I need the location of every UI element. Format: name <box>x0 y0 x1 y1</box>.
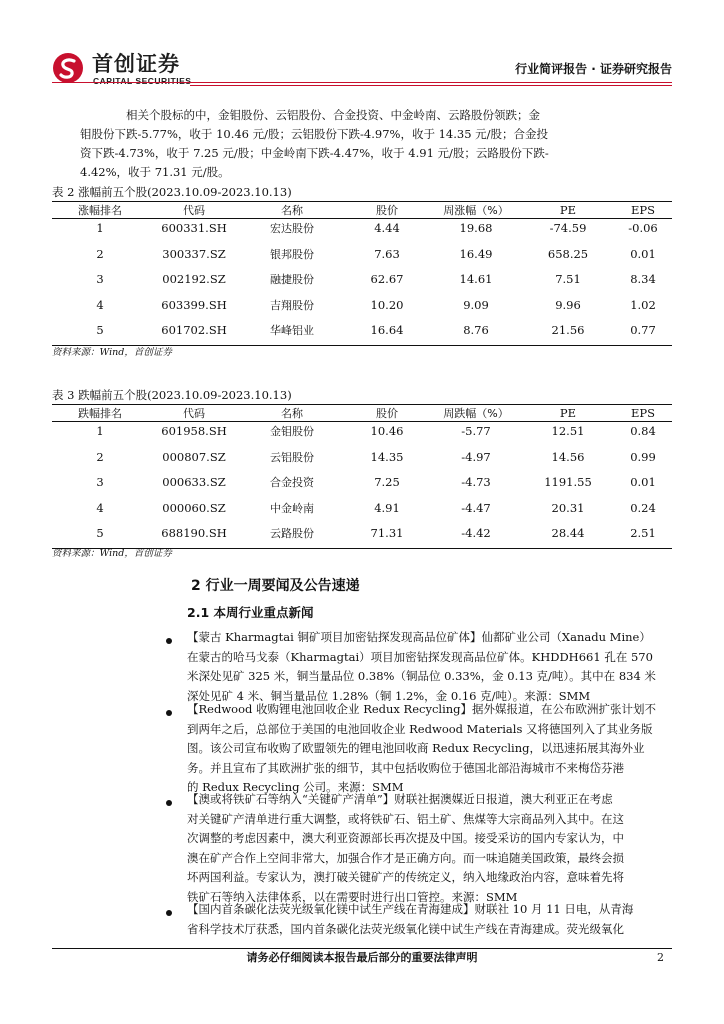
table-cell: -0.06 <box>628 221 658 235</box>
table-cell: 1 <box>96 221 104 235</box>
table-cell: 宏达股份 <box>270 222 314 235</box>
table-cell: -4.42 <box>430 524 522 549</box>
table-cell: 0.24 <box>630 500 656 515</box>
news-line: 【蒙古 Kharmagtai 铜矿项目加密钻探发现高品位矿体】仙都矿业公司（Xanadu Mine） <box>187 630 651 644</box>
table-cell: 华峰铝业 <box>240 321 344 346</box>
header-divider-secondary <box>190 85 672 86</box>
table-cell: 3 <box>96 272 104 286</box>
news-line: 在蒙古的哈马戈泰（Kharmagtai）项目加密钻探发现高品位矿体。KHDDH661 孔在 570 <box>187 649 653 664</box>
column-header: PE <box>522 405 614 422</box>
top-losers-table <box>52 404 672 549</box>
news-item <box>187 700 673 798</box>
table-cell: 8.34 <box>630 272 656 286</box>
bullet-icon <box>166 638 172 644</box>
news-line: 次调整的考虑因素中，澳大利亚资源部长再次提及中国。接受采访的国内专家认为，中 <box>187 831 624 846</box>
table-row <box>52 321 672 346</box>
column-header: 股价 <box>344 202 430 219</box>
column-header: 股价 <box>344 405 430 422</box>
table-cell: 7.51 <box>555 272 581 286</box>
table-cell: 0.01 <box>630 246 656 261</box>
table-row <box>52 296 672 322</box>
footer-divider <box>52 948 672 949</box>
news-line: 【澳或将铁矿石等纳入“关键矿产清单”】财联社据澳媒近日报道，澳大利亚正在考虑 <box>187 792 613 806</box>
table-caption: 表 2 涨幅前五个股(2023.10.09-2023.10.13) <box>52 185 292 199</box>
brand-name-en: CAPITAL SECURITIES <box>93 76 192 86</box>
table-cell: 000060.SZ <box>162 500 226 515</box>
table-row <box>52 473 672 499</box>
intro-paragraph <box>80 106 672 182</box>
table-cell: 0.99 <box>630 449 656 464</box>
table-cell: -74.59 <box>549 221 587 235</box>
news-line: 到两年之后，总部位于美国的电池回收企业 Redwood Materials 又将德国列入了其业务版 <box>187 721 653 736</box>
table-cell: 9.09 <box>463 297 489 312</box>
table-cell: 000633.SZ <box>162 475 226 489</box>
news-line: 米深处见矿 325 米，铜当量品位 0.38%（铜品位 0.33%，金 0.13 克/吨）。其中在 834 米 <box>187 669 656 684</box>
table-cell: 14.56 <box>551 449 585 464</box>
section-heading: 2 行业一周要闻及公告速递 <box>191 578 360 594</box>
table-cell: 688190.SH <box>148 524 240 549</box>
column-header: 代码 <box>148 405 240 422</box>
table-cell: 16.49 <box>459 246 493 261</box>
table-cell: 71.31 <box>344 524 430 549</box>
intro-line: 4.42%，收于 71.31 元/股。 <box>80 165 230 179</box>
bullet-icon <box>166 910 172 916</box>
table-cell: 002192.SZ <box>162 272 226 286</box>
table-cell: 300337.SZ <box>162 246 226 261</box>
table-cell: 1191.55 <box>544 475 592 489</box>
table-cell: 云铝股份 <box>270 450 314 464</box>
table-cell: 19.68 <box>459 221 493 235</box>
table-cell: 4.44 <box>374 221 400 235</box>
news-item <box>187 790 673 908</box>
table-cell: 658.25 <box>547 246 589 261</box>
table-cell: -4.97 <box>461 449 491 464</box>
column-header: PE <box>522 202 614 219</box>
table-header-row <box>52 405 672 422</box>
table-cell: 1 <box>96 424 104 438</box>
table-cell: -5.77 <box>461 424 491 438</box>
table-cell: 0.84 <box>630 424 656 438</box>
table-cell: 0.77 <box>614 321 672 346</box>
news-line: 坏两国利益。专家认为，澳打破关键矿产的传统定义，纳入地缘政治内容，意味着先将 <box>187 870 624 885</box>
news-line: 铁矿石等纳入法律体系，以在需要时进行出口管控。来源：SMM <box>187 889 518 904</box>
table-cell: 银邦股份 <box>270 247 314 261</box>
report-type-title: 行业简评报告 · 证券研究报告 <box>515 62 672 76</box>
table-cell: 21.56 <box>522 321 614 346</box>
table-cell: -4.73 <box>461 475 491 489</box>
table-cell: 5 <box>52 321 148 346</box>
table-cell: 合金投资 <box>270 476 314 489</box>
table-cell: 12.51 <box>551 424 585 438</box>
table-cell: 8.76 <box>430 321 522 346</box>
bullet-icon <box>166 710 172 716</box>
table-row <box>52 219 672 245</box>
table-cell: 2.51 <box>614 524 672 549</box>
news-line: 深处见矿 4 米、铜当量品位 1.28%（铜 1.2%，金 0.16 克/吨）。来源：SMM <box>187 688 591 703</box>
table-row <box>52 422 672 448</box>
news-line: 澳在矿产合作上空间非常大，加强合作才是正确方向。而一味追随美国政策，最终会损 <box>187 850 624 865</box>
table-cell: 2 <box>96 246 104 261</box>
table-cell: 金钼股份 <box>270 425 314 438</box>
table-cell: 7.25 <box>374 475 400 489</box>
table-cell: -4.47 <box>461 500 491 515</box>
table-cell: 2 <box>96 449 104 464</box>
table-cell: 14.35 <box>370 449 404 464</box>
subsection-heading: 2.1 本周行业重点新闻 <box>187 605 314 620</box>
news-line: 图。该公司宣布收购了欧盟领先的锂电池回收商 Redux Recycling，以迅速拓展其海外业 <box>187 741 645 756</box>
table-cell: 600331.SH <box>161 221 227 235</box>
brand-name-cn: 首创证券 <box>92 52 180 76</box>
table-header-row <box>52 202 672 219</box>
table-cell: 16.64 <box>344 321 430 346</box>
bullet-icon <box>166 800 172 806</box>
table-row <box>52 499 672 525</box>
table-cell: 4.91 <box>374 500 400 515</box>
intro-line: 钼股份下跌-5.77%，收于 10.46 元/股；云铝股份下跌-4.97%，收于 14.35 元/股；合金投 <box>80 127 549 141</box>
table-cell: 20.31 <box>551 500 585 515</box>
news-line: 务。并且宣布了其欧洲扩张的细节，其中包括收购位于德国北部沿海城市不来梅岱芬港 <box>187 760 624 775</box>
news-item <box>187 900 673 939</box>
header-divider <box>52 82 672 83</box>
intro-line: 资下跌-4.73%，收于 7.25 元/股；中金岭南下跌-4.47%，收于 4.91 元/股；云路股份下跌- <box>80 146 549 160</box>
table-cell: 5 <box>52 524 148 549</box>
column-header: 跌幅排名 <box>52 405 148 422</box>
table-cell: 601702.SH <box>148 321 240 346</box>
news-line: 省科学技术厅获悉，国内首条碳化法荧光级氧化镁中试生产线在青海建成。荧光级氧化 <box>187 921 624 936</box>
table-cell: 28.44 <box>522 524 614 549</box>
table-cell: 云路股份 <box>240 524 344 549</box>
table-source-note: 资料来源：Wind，首创证券 <box>52 548 172 559</box>
table-caption: 表 3 跌幅前五个股(2023.10.09-2023.10.13) <box>52 388 292 402</box>
column-header: 名称 <box>240 202 344 219</box>
news-line: 的 Redux Recycling 公司。来源：SMM <box>187 780 404 795</box>
column-header: 周涨幅（%） <box>430 202 522 219</box>
table-row <box>52 270 672 296</box>
logo-icon <box>52 52 84 84</box>
news-item <box>187 628 673 706</box>
top-gainers-table <box>52 201 672 346</box>
news-line: 对关键矿产清单进行重大调整，或将铁矿石、铝土矿、焦煤等大宗商品列入其中。在这 <box>187 811 624 826</box>
column-header: 代码 <box>148 202 240 219</box>
column-header: 周跌幅（%） <box>430 405 522 422</box>
column-header: EPS <box>614 405 672 422</box>
table-cell: 1.02 <box>630 297 656 312</box>
table-cell: 000807.SZ <box>162 449 226 464</box>
table-cell: 融捷股份 <box>270 273 314 286</box>
page-number: 2 <box>657 951 664 964</box>
column-header: EPS <box>614 202 672 219</box>
table-cell: 14.61 <box>459 272 493 286</box>
news-line: 【国内首条碳化法荧光级氧化镁中试生产线在青海建成】财联社 10 月 11 日电，从青海 <box>187 902 634 916</box>
table-row <box>52 524 672 549</box>
table-source-note: 资料来源：Wind，首创证券 <box>52 347 172 358</box>
table-cell: 10.20 <box>370 297 404 312</box>
table-cell: 吉翔股份 <box>270 298 314 312</box>
table-cell: 9.96 <box>555 297 581 312</box>
table-row <box>52 448 672 474</box>
table-cell: 中金岭南 <box>270 501 314 515</box>
column-header: 涨幅排名 <box>52 202 148 219</box>
intro-line: 相关个股标的中，金钼股份、云铝股份、合金投资、中金岭南、云路股份领跌；金 <box>126 108 540 122</box>
table-row <box>52 245 672 271</box>
legal-disclaimer-note: 请务必仔细阅读本报告最后部分的重要法律声明 <box>246 951 478 964</box>
table-cell: 4 <box>96 500 104 515</box>
table-cell: 0.01 <box>630 475 656 489</box>
table-cell: 4 <box>96 297 104 312</box>
table-cell: 10.46 <box>370 424 404 438</box>
column-header: 名称 <box>240 405 344 422</box>
table-cell: 601958.SH <box>161 424 227 438</box>
table-cell: 3 <box>96 475 104 489</box>
table-cell: 62.67 <box>370 272 404 286</box>
table-cell: 7.63 <box>374 246 400 261</box>
table-cell: 603399.SH <box>161 297 227 312</box>
news-line: 【Redwood 收购锂电池回收企业 Redux Recycling】据外媒报道，在公布欧洲扩张计划不 <box>187 702 657 716</box>
